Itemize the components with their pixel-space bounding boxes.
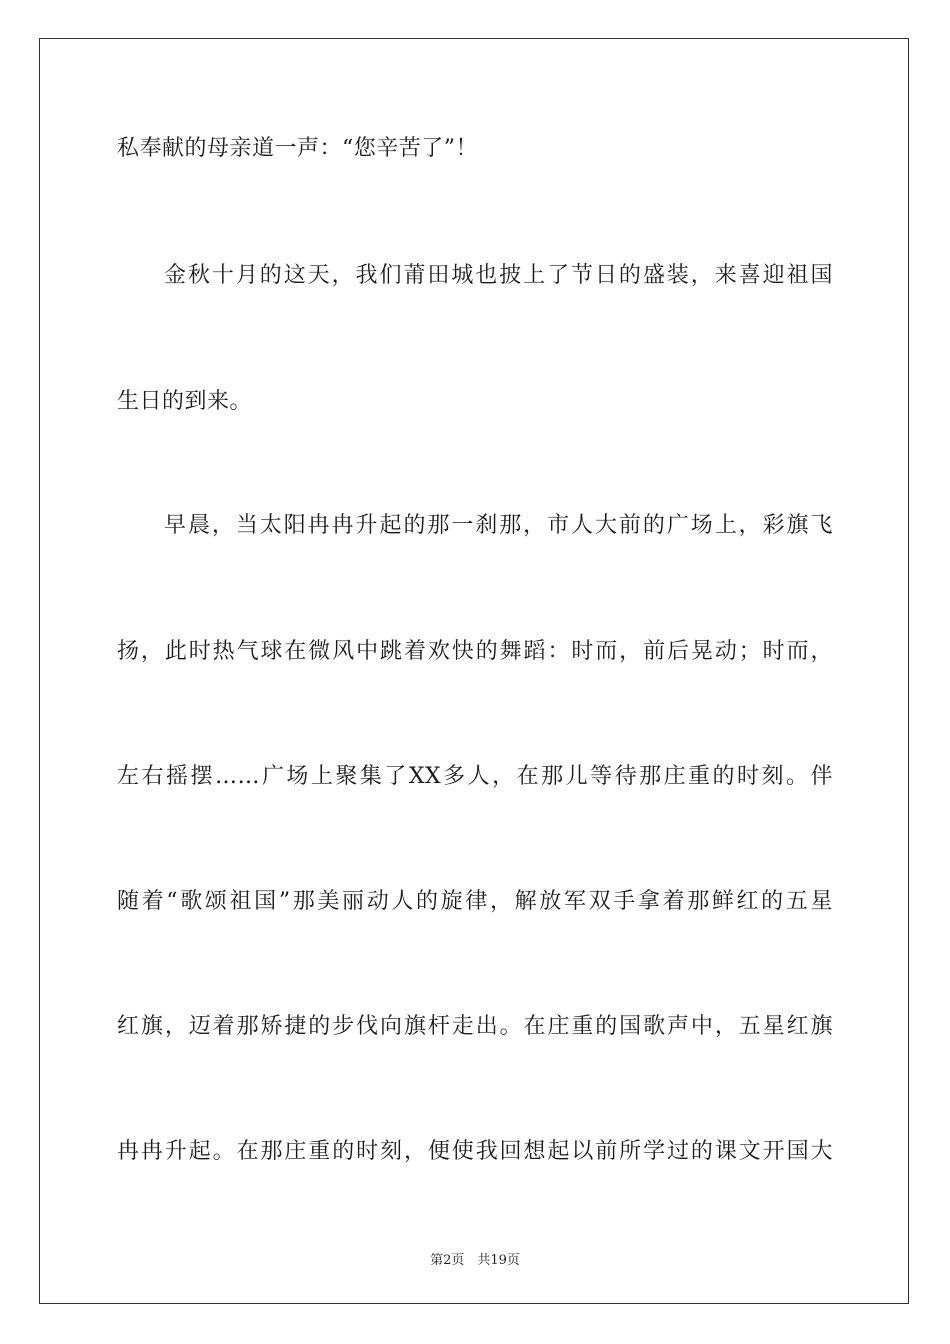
text-line-7: 随着“歌颂祖国”那美丽动人的旋律，解放军双手拿着那鲜红的五星: [117, 889, 833, 914]
page-number-footer: 第2页 共19页: [430, 1253, 520, 1268]
text-line-9: 冉冉升起。在那庄重的时刻，便使我回想起以前所学过的课文开国大: [117, 1139, 833, 1164]
text-line-8: 红旗，迈着那矫捷的步伐向旗杆走出。在庄重的国歌声中，五星红旗: [117, 1014, 833, 1039]
text-line-6: 左右摇摆……广场上聚集了XX多人，在那儿等待那庄重的时刻。伴: [117, 764, 833, 789]
text-line-1: 私奉献的母亲道一声：“您辛苦了”！: [117, 136, 478, 161]
text-line-5: 扬，此时热气球在微风中跳着欢快的舞蹈：时而，前后晃动；时而，: [117, 639, 833, 664]
page-border: [39, 38, 909, 1304]
text-line-2: 金秋十月的这天，我们莆田城也披上了节日的盛装，来喜迎祖国: [164, 263, 833, 288]
text-line-4: 早晨，当太阳冉冉升起的那一刹那，市人大前的广场上，彩旗飞: [164, 513, 833, 538]
text-line-3: 生日的到来。: [117, 389, 253, 414]
